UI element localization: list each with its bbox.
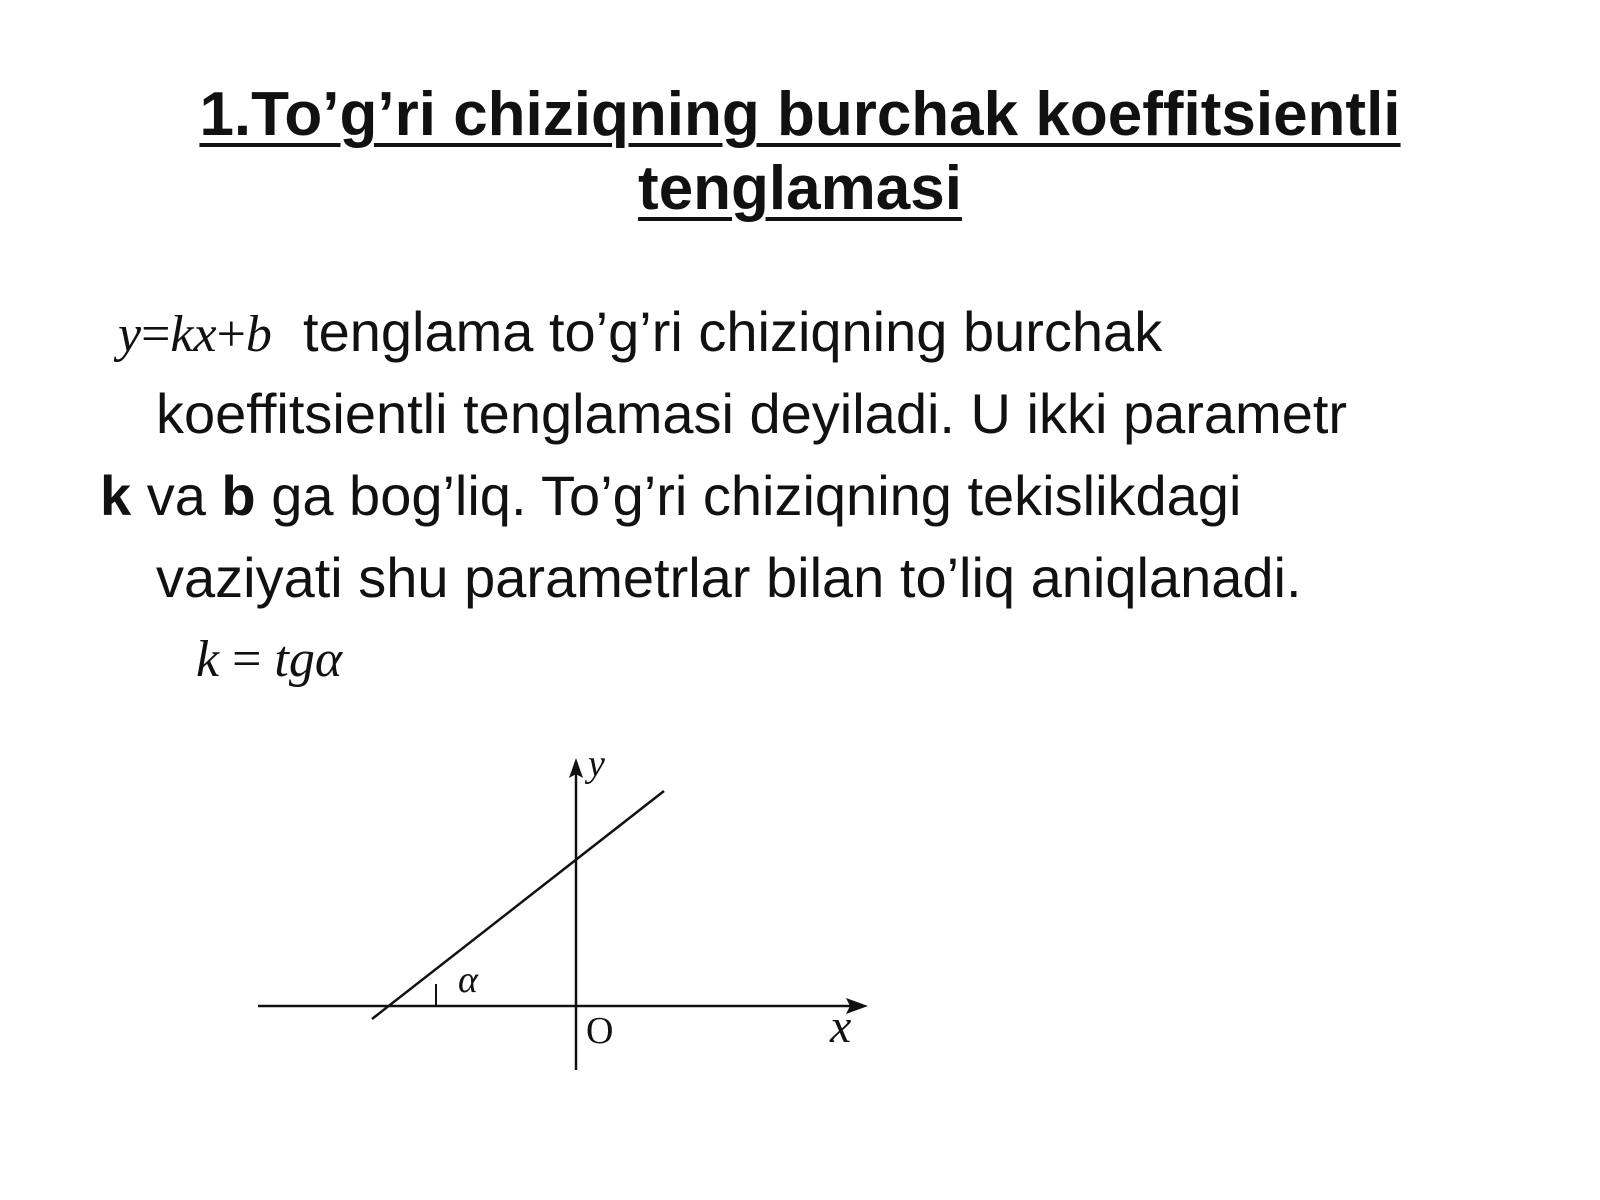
equation-y: y	[118, 306, 142, 363]
equation-plus: +	[216, 306, 246, 363]
body-text-3: ga bog’liq. To’g’ri chiziqning tekislikdagi	[255, 464, 1242, 527]
text-va: va	[131, 464, 222, 527]
param-k: k	[100, 464, 132, 527]
equation-b: b	[245, 306, 272, 363]
body-line-2: koeffitsientli tenglamasi deyiladi. U ikki parametr	[156, 382, 1348, 445]
title-line-1: 1.To’g’ri chiziqning burchak koeffitsientli	[199, 80, 1401, 149]
formula-equals: =	[232, 631, 262, 688]
formula-tg: tg	[274, 631, 315, 688]
body-text-1: tenglama to’g’ri chiziqning burchak	[303, 300, 1163, 363]
body-line-4: vaziyati shu parametrlar bilan to’liq aniqlanadi.	[156, 546, 1302, 609]
y-axis-label: y	[588, 743, 605, 785]
origin-label: O	[586, 1010, 614, 1052]
formula-k: k	[196, 631, 220, 688]
param-b: b	[221, 464, 256, 527]
angle-label: α	[458, 959, 478, 1001]
equation-kx: kx	[170, 306, 217, 363]
x-axis-label: x	[830, 1000, 852, 1053]
equation-equals: =	[141, 306, 171, 363]
title-line-2: tenglamasi	[638, 154, 962, 223]
formula-alpha: α	[314, 631, 343, 688]
sloped-line	[372, 791, 664, 1019]
